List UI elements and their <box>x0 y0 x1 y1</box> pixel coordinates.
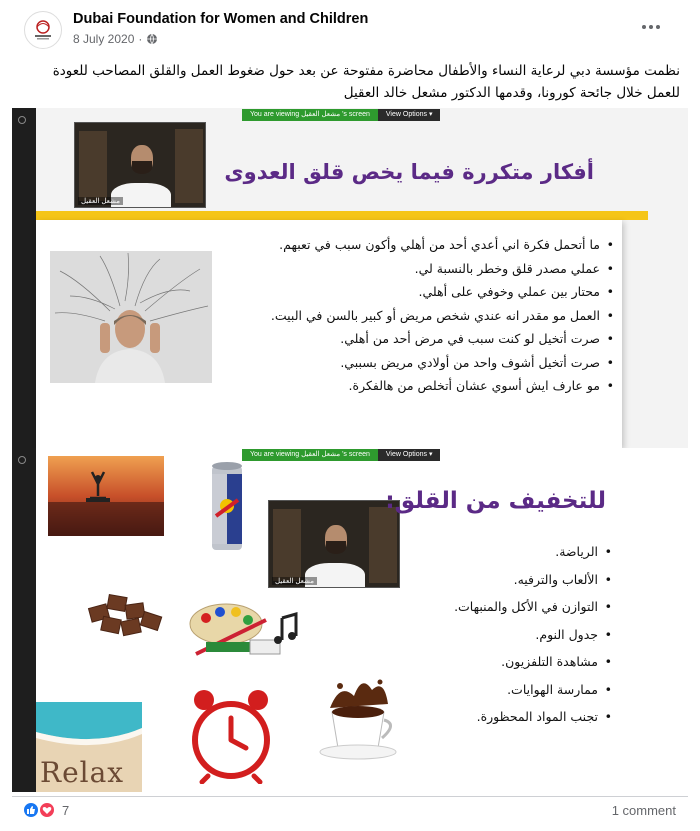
stressed-man-image <box>50 251 212 383</box>
post-meta: 8 July 2020 · <box>73 32 158 46</box>
slide-anxiety-thoughts[interactable] <box>12 108 688 448</box>
chocolate-image <box>82 586 174 646</box>
dot-icon <box>642 25 646 29</box>
zoom-control-icon[interactable] <box>18 116 26 124</box>
post-caption: نظمت مؤسسة دبي لرعاية النساء والأطفال محاضرة مفتوحة عن بعد حول ضغوط العمل والقلق المصاحب للعودة للعمل خلال جائحة كورونا، وقدمها الدكتور مشعل خالد العقيل <box>52 63 680 101</box>
more-options-button[interactable] <box>636 16 666 38</box>
list-item: • ما أتحمل فكرة اني أعدي أحد من أهلي وأكون سبب في تعبهم. <box>271 233 614 257</box>
comments-link[interactable]: 1 comment <box>611 803 676 818</box>
post-header <box>0 0 700 56</box>
list-item: • جدول النوم. <box>454 621 612 649</box>
view-options-button[interactable]: View Options ▾ <box>378 449 441 461</box>
slide-title: أفكار متكررة فيما يخص قلق العدوى <box>224 160 594 184</box>
list-item: • الألعاب والترفيه. <box>454 566 612 594</box>
dot-icon <box>649 25 653 29</box>
zoom-side-strip <box>12 448 36 792</box>
slide-title: للتخفيف من القلق: <box>385 488 606 514</box>
list-item: • محتار بين عملي وخوفي على أهلي. <box>271 280 614 304</box>
divider <box>12 796 688 797</box>
reaction-count: 7 <box>62 802 70 818</box>
relax-text: Relax <box>40 756 125 789</box>
alarm-clock-image <box>168 684 294 784</box>
page-avatar[interactable] <box>24 11 62 49</box>
list-item: • عملي مصدر قلق وخطر بالنسبة لي. <box>271 257 614 281</box>
list-item: • الرياضة. <box>454 538 612 566</box>
relax-beach-image <box>36 702 142 792</box>
energy-drink-can-image <box>210 460 244 554</box>
reactions-summary[interactable] <box>22 801 69 819</box>
list-item: • العمل مو مقدر انه عندي شخص مريض أو كبير بالسن في البيت. <box>271 304 614 328</box>
foundation-logo-icon <box>29 16 57 44</box>
list-item: • تجنب المواد المحظورة. <box>454 703 612 731</box>
slide-anxiety-relief[interactable] <box>12 448 688 792</box>
zoom-share-banner <box>242 108 440 122</box>
love-reaction-icon <box>38 801 56 819</box>
speaker-name-label: مشعل العقيل <box>78 197 123 205</box>
list-item: • مشاهدة التلفزيون. <box>454 648 612 676</box>
list-item: • صرت أتخيل لو كنت سبب في مرض أحد من أهلي. <box>271 327 614 351</box>
zoom-control-icon[interactable] <box>18 456 26 464</box>
yoga-sunset-image <box>48 456 164 536</box>
zoom-share-banner <box>242 448 440 462</box>
globe-icon[interactable] <box>146 33 158 45</box>
zoom-side-strip <box>12 108 36 448</box>
speaker-name-label: مشعل العقيل <box>272 577 317 585</box>
dot-icon <box>656 25 660 29</box>
bullet-list <box>271 233 614 398</box>
post-date[interactable]: 8 July 2020 <box>73 32 135 46</box>
list-item: • ممارسة الهوايات. <box>454 676 612 704</box>
paint-palette-image <box>186 598 304 660</box>
list-item: • صرت أتخيل أشوف واحد من أولادي مريض بسببي. <box>271 351 614 375</box>
speaker-video[interactable] <box>268 500 400 588</box>
zoom-viewing-text: You are viewing مشعل العقيل 's screen <box>242 449 378 461</box>
list-item: • مو عارف ايش أسوي عشان أتخلص من هالفكرة. <box>271 374 614 398</box>
zoom-viewing-text: You are viewing مشعل العقيل 's screen <box>242 109 378 121</box>
coffee-cup-image <box>310 668 406 768</box>
page-name-link[interactable]: Dubai Foundation for Women and Children <box>73 11 369 27</box>
view-options-button[interactable]: View Options ▾ <box>378 109 441 121</box>
speaker-video[interactable] <box>74 122 206 208</box>
list-item: • التوازن في الأكل والمنبهات. <box>454 593 612 621</box>
accent-bar <box>36 211 648 220</box>
bullet-list <box>454 538 612 731</box>
